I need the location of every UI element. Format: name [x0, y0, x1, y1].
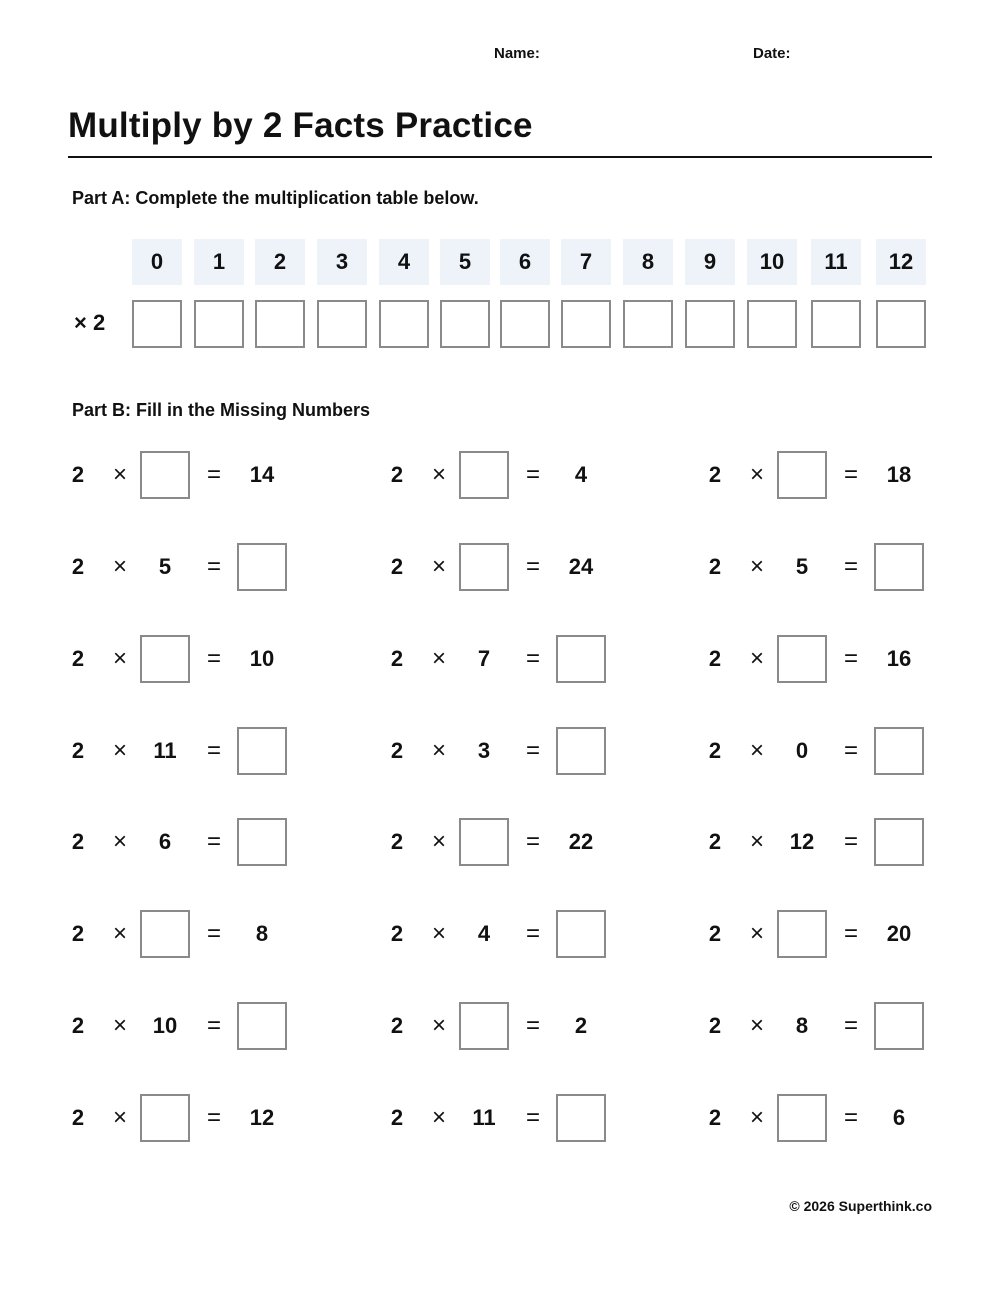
factor-b: 0 [795, 738, 809, 763]
factor-a: 2 [71, 554, 85, 579]
times-sign: × [749, 828, 764, 855]
missing-product-box[interactable] [874, 727, 924, 775]
table-answer-box[interactable] [440, 300, 490, 348]
missing-factor-box[interactable] [140, 635, 190, 683]
problem [379, 1002, 639, 1050]
equals-sign: = [843, 553, 858, 580]
problem [60, 818, 320, 866]
equals-sign: = [525, 1104, 540, 1131]
times-sign: × [112, 828, 127, 855]
equals-sign: = [843, 920, 858, 947]
times-sign: × [749, 1012, 764, 1039]
table-header-cell: 7 [561, 239, 611, 285]
equals-sign: = [206, 553, 221, 580]
times-sign: × [431, 1012, 446, 1039]
table-header-cell: 4 [379, 239, 429, 285]
title-divider [68, 156, 932, 158]
missing-factor-box[interactable] [777, 1094, 827, 1142]
missing-factor-box[interactable] [777, 451, 827, 499]
product: 6 [892, 1105, 906, 1130]
factor-a: 2 [708, 1013, 722, 1038]
missing-factor-box[interactable] [459, 818, 509, 866]
times-sign: × [749, 461, 764, 488]
equals-sign: = [525, 1012, 540, 1039]
factor-a: 2 [708, 646, 722, 671]
missing-product-box[interactable] [556, 635, 606, 683]
times-sign: × [431, 461, 446, 488]
times-sign: × [112, 737, 127, 764]
times-sign: × [749, 645, 764, 672]
missing-factor-box[interactable] [777, 910, 827, 958]
problem [697, 543, 957, 591]
part-a-heading: Part A: Complete the multiplication table below. [72, 188, 479, 208]
equals-sign: = [206, 1012, 221, 1039]
times-sign: × [749, 737, 764, 764]
factor-b: 11 [153, 738, 177, 763]
factor-a: 2 [390, 738, 404, 763]
table-answer-box[interactable] [194, 300, 244, 348]
missing-factor-box[interactable] [140, 451, 190, 499]
factor-a: 2 [708, 462, 722, 487]
problem [697, 1094, 957, 1142]
problem [379, 818, 639, 866]
factor-b: 8 [795, 1013, 809, 1038]
product: 16 [886, 646, 912, 671]
factor-b: 11 [472, 1105, 496, 1130]
product: 12 [249, 1105, 275, 1130]
product: 18 [886, 462, 912, 487]
times-sign: × [112, 920, 127, 947]
problem [60, 727, 320, 775]
times-sign: × [431, 1104, 446, 1131]
equals-sign: = [525, 461, 540, 488]
table-answer-box[interactable] [500, 300, 550, 348]
table-answer-box[interactable] [811, 300, 861, 348]
factor-a: 2 [390, 1013, 404, 1038]
factor-a: 2 [708, 1105, 722, 1130]
times-sign: × [749, 1104, 764, 1131]
factor-b: 10 [152, 1013, 178, 1038]
table-header-cell: 3 [317, 239, 367, 285]
factor-b: 7 [477, 646, 491, 671]
problem [697, 818, 957, 866]
date-field-label: Date: [753, 45, 791, 62]
times-sign: × [431, 828, 446, 855]
problem [379, 727, 639, 775]
factor-a: 2 [390, 646, 404, 671]
factor-b: 5 [795, 554, 809, 579]
problem [697, 1002, 957, 1050]
times-sign: × [431, 553, 446, 580]
table-header-cell: 8 [623, 239, 673, 285]
worksheet-title: Multiply by 2 Facts Practice [68, 106, 533, 145]
missing-product-box[interactable] [237, 727, 287, 775]
problem [60, 451, 320, 499]
factor-b: 12 [789, 829, 815, 854]
times-sign: × [112, 1012, 127, 1039]
missing-factor-box[interactable] [140, 910, 190, 958]
factor-a: 2 [71, 1105, 85, 1130]
table-header-cell: 1 [194, 239, 244, 285]
factor-a: 2 [71, 1013, 85, 1038]
times-sign: × [431, 737, 446, 764]
factor-a: 2 [708, 554, 722, 579]
factor-b: 6 [158, 829, 172, 854]
equals-sign: = [206, 828, 221, 855]
table-row-label: × 2 [74, 310, 106, 335]
copyright-notice: © 2026 Superthink.co [789, 1198, 932, 1214]
factor-a: 2 [708, 829, 722, 854]
table-header-cell: 11 [811, 239, 861, 285]
times-sign: × [749, 553, 764, 580]
factor-a: 2 [390, 1105, 404, 1130]
factor-a: 2 [71, 646, 85, 671]
product: 2 [574, 1013, 588, 1038]
table-answer-box[interactable] [317, 300, 367, 348]
problem [697, 727, 957, 775]
table-answer-box[interactable] [132, 300, 182, 348]
equals-sign: = [843, 645, 858, 672]
equals-sign: = [206, 920, 221, 947]
table-answer-box[interactable] [747, 300, 797, 348]
times-sign: × [112, 553, 127, 580]
missing-product-box[interactable] [874, 1002, 924, 1050]
product: 22 [568, 829, 594, 854]
times-sign: × [112, 1104, 127, 1131]
table-header-cell: 2 [255, 239, 305, 285]
times-sign: × [431, 920, 446, 947]
product: 8 [255, 921, 269, 946]
times-sign: × [749, 920, 764, 947]
problem [379, 910, 639, 958]
factor-b: 5 [158, 554, 172, 579]
factor-b: 4 [477, 921, 491, 946]
problem [697, 451, 957, 499]
missing-factor-box[interactable] [777, 635, 827, 683]
equals-sign: = [525, 737, 540, 764]
factor-a: 2 [708, 738, 722, 763]
factor-b: 3 [477, 738, 491, 763]
table-header-cell: 9 [685, 239, 735, 285]
factor-a: 2 [390, 829, 404, 854]
factor-a: 2 [71, 738, 85, 763]
problem [60, 543, 320, 591]
table-answer-box[interactable] [255, 300, 305, 348]
missing-factor-box[interactable] [140, 1094, 190, 1142]
missing-factor-box[interactable] [459, 1002, 509, 1050]
factor-a: 2 [390, 462, 404, 487]
table-answer-box[interactable] [379, 300, 429, 348]
equals-sign: = [206, 737, 221, 764]
missing-factor-box[interactable] [459, 543, 509, 591]
equals-sign: = [525, 645, 540, 672]
factor-a: 2 [390, 921, 404, 946]
problem [697, 635, 957, 683]
table-header-cell: 5 [440, 239, 490, 285]
equals-sign: = [525, 920, 540, 947]
factor-a: 2 [708, 921, 722, 946]
product: 14 [249, 462, 275, 487]
missing-product-box[interactable] [237, 818, 287, 866]
table-header-cell: 10 [747, 239, 797, 285]
table-header-cell: 0 [132, 239, 182, 285]
problem [60, 635, 320, 683]
missing-product-box[interactable] [556, 910, 606, 958]
problem [379, 451, 639, 499]
problem [379, 635, 639, 683]
factor-a: 2 [71, 921, 85, 946]
factor-a: 2 [390, 554, 404, 579]
equals-sign: = [206, 1104, 221, 1131]
factor-a: 2 [71, 462, 85, 487]
table-answer-box[interactable] [623, 300, 673, 348]
table-answer-box[interactable] [561, 300, 611, 348]
problem [379, 543, 639, 591]
table-answer-box[interactable] [685, 300, 735, 348]
table-header-cell: 12 [876, 239, 926, 285]
product: 20 [886, 921, 912, 946]
equals-sign: = [843, 1012, 858, 1039]
equals-sign: = [206, 461, 221, 488]
table-answer-box[interactable] [876, 300, 926, 348]
equals-sign: = [843, 461, 858, 488]
missing-product-box[interactable] [874, 543, 924, 591]
missing-factor-box[interactable] [459, 451, 509, 499]
part-b-heading: Part B: Fill in the Missing Numbers [72, 400, 371, 420]
name-field-label: Name: [494, 45, 540, 62]
missing-product-box[interactable] [556, 727, 606, 775]
factor-a: 2 [71, 829, 85, 854]
missing-product-box[interactable] [237, 1002, 287, 1050]
times-sign: × [112, 461, 127, 488]
missing-product-box[interactable] [556, 1094, 606, 1142]
missing-product-box[interactable] [237, 543, 287, 591]
times-sign: × [112, 645, 127, 672]
table-header-cell: 6 [500, 239, 550, 285]
problem [60, 1002, 320, 1050]
product: 4 [574, 462, 588, 487]
equals-sign: = [525, 553, 540, 580]
product: 10 [249, 646, 275, 671]
problem [379, 1094, 639, 1142]
product: 24 [568, 554, 594, 579]
problem [60, 1094, 320, 1142]
equals-sign: = [525, 828, 540, 855]
times-sign: × [431, 645, 446, 672]
problem [60, 910, 320, 958]
equals-sign: = [843, 737, 858, 764]
problem [697, 910, 957, 958]
equals-sign: = [843, 828, 858, 855]
equals-sign: = [843, 1104, 858, 1131]
equals-sign: = [206, 645, 221, 672]
missing-product-box[interactable] [874, 818, 924, 866]
